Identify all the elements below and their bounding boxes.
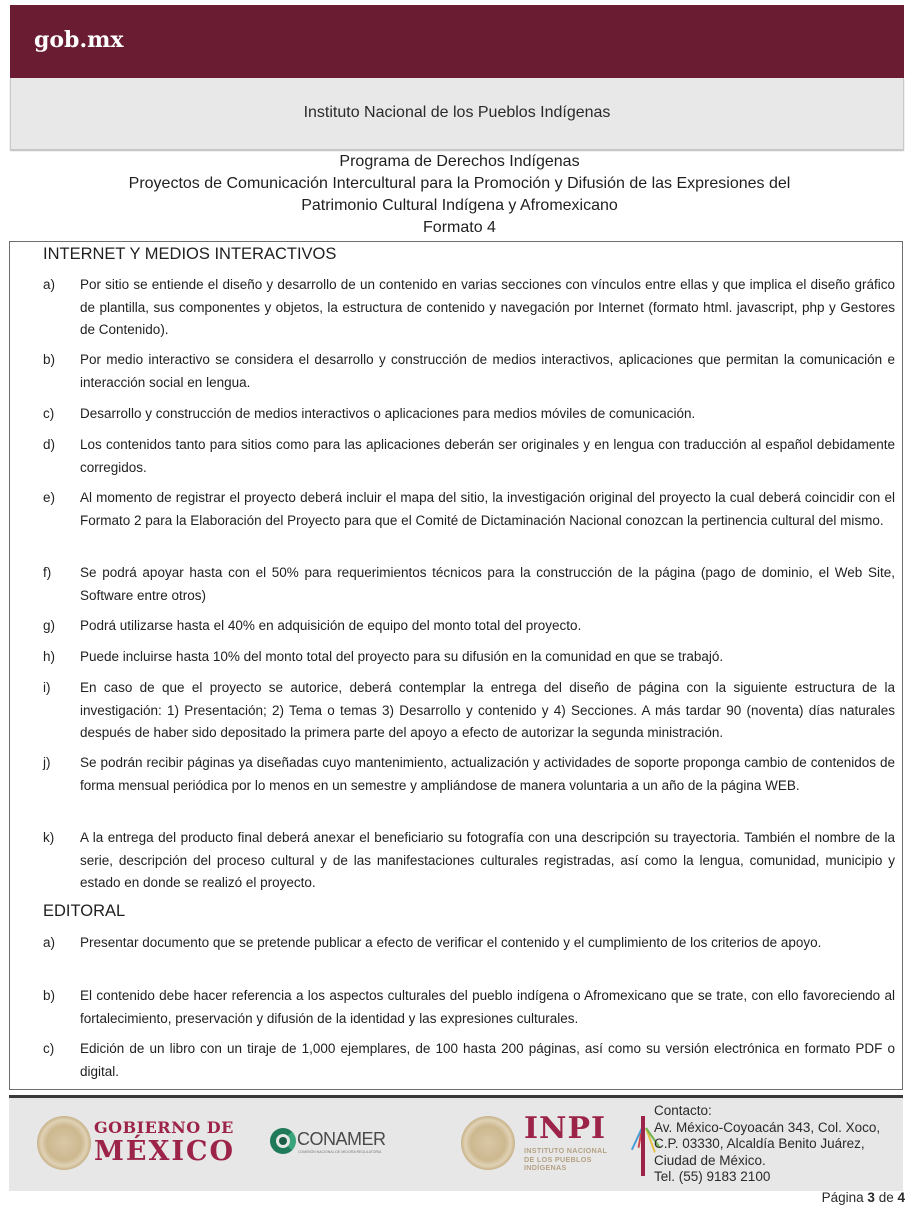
item-label: c) bbox=[43, 1041, 55, 1056]
item-text: Edición de un libro con un tiraje de 1,000 ejemplares, de 100 hasta 200 páginas, así como su versión electrónica en formato PDF o digital. bbox=[80, 1041, 895, 1079]
item-label: h) bbox=[43, 649, 56, 664]
item-label: k) bbox=[43, 830, 55, 845]
item-text: El contenido debe hacer referencia a los aspectos culturales del pueblo indígena o Afromexicano que se trate, con ello favoreciendo al fortalecimiento, preservación y difusión de la identidad y las expresiones culturales. bbox=[80, 988, 895, 1026]
project-title-line1: Proyectos de Comunicación Intercultural para la Promoción y Difusión de las Expresiones del bbox=[128, 175, 791, 192]
content-box bbox=[9, 241, 903, 1090]
item-label: c) bbox=[43, 406, 55, 421]
item-text: Por medio interactivo se considera el desarrollo y construcción de medios interactivos, aplicaciones que permitan la comunicación e interacción social en lengua. bbox=[80, 352, 895, 390]
contact-address-1: Av. México-Coyoacán 343, Col. Xoco, bbox=[654, 1119, 881, 1135]
item-text: Los contenidos tanto para sitios como para las aplicaciones deberán ser originales y en lengua con traducción al español debidamente corregidos. bbox=[80, 437, 895, 475]
item-text: Al momento de registrar el proyecto deberá incluir el mapa del sitio, la investigación original del proyecto la cual deberá coincidir con el Formato 2 para la Elaboración del Proyecto para que el Comité de Dictaminación Nacional conozcan la pertinencia cultural del mismo. bbox=[80, 490, 895, 528]
contact-address-2: C.P. 03330, Alcaldía Benito Juárez, bbox=[654, 1136, 865, 1151]
gob-mx-logo: gob.mx bbox=[34, 27, 124, 53]
item-text: Presentar documento que se pretende publicar a efecto de verificar el contenido y el cumplimiento de los criterios de apoyo. bbox=[80, 935, 822, 950]
item-label: j) bbox=[43, 755, 51, 770]
item-label: a) bbox=[43, 277, 56, 292]
item-label: b) bbox=[43, 988, 56, 1003]
gobierno-line2: MÉXICO bbox=[94, 1136, 236, 1167]
section-title-internet: INTERNET Y MEDIOS INTERACTIVOS bbox=[43, 245, 337, 263]
footer bbox=[9, 1098, 903, 1191]
mexico-seal-icon bbox=[461, 1116, 515, 1170]
project-title-line2: Patrimonio Cultural Indígena y Afromexicano bbox=[301, 197, 618, 214]
page-separator: de bbox=[878, 1190, 894, 1205]
conamer-subtitle: COMISIÓN NACIONAL DE MEJORA REGULATORIA bbox=[298, 1150, 382, 1154]
conamer-logo bbox=[270, 1128, 400, 1158]
inpi-sub3: INDÍGENAS bbox=[524, 1163, 567, 1172]
item-label: g) bbox=[43, 618, 56, 633]
contact-address-3: Ciudad de México. bbox=[654, 1152, 766, 1168]
item-text: Puede incluirse hasta 10% del monto total del proyecto para su difusión en la comunidad en que se trabajó. bbox=[80, 649, 724, 664]
inpi-logo bbox=[524, 1111, 608, 1173]
conamer-icon bbox=[270, 1128, 296, 1154]
item-text: Desarrollo y construcción de medios interactivos o aplicaciones para medios móviles de comunicación. bbox=[80, 406, 696, 421]
item-text: Se podrán recibir páginas ya diseñadas cuyo mantenimiento, actualización y actividades de soporte proponga cambio de contenidos de forma mensual periódica por lo menos en un semestre y ampliándose de manera voluntaria a un año de la página WEB. bbox=[80, 755, 895, 793]
item-label: i) bbox=[43, 680, 51, 695]
mexico-seal-icon bbox=[37, 1116, 91, 1170]
gob-header-bar bbox=[10, 5, 904, 78]
item-text: Por sitio se entiende el diseño y desarrollo de un contenido en varias secciones con vínculos entre ellas y que implica el diseño gráfico de plantilla, sus componentes y objetos, la estructura de contenido y navegación por Internet (formato html. javascript, php y Gestores de Contenido). bbox=[80, 277, 895, 337]
item-label: e) bbox=[43, 490, 56, 505]
item-label: b) bbox=[43, 352, 56, 367]
institute-title: Instituto Nacional de los Pueblos Indígenas bbox=[303, 104, 611, 121]
program-title: Programa de Derechos Indígenas bbox=[339, 153, 580, 170]
item-text: Podrá utilizarse hasta el 40% en adquisición de equipo del monto total del proyecto. bbox=[80, 618, 582, 633]
gobierno-line1: GOBIERNO DE bbox=[94, 1118, 234, 1137]
gobierno-de-mexico-logo bbox=[94, 1120, 235, 1165]
item-label: d) bbox=[43, 437, 56, 452]
page-number bbox=[822, 1190, 905, 1205]
item-text: En caso de que el proyecto se autorice, deberá contemplar la entrega del diseño de página con la siguiente estructura de la investigación: 1) Presentación; 2) Tema o temas 3) Desarrollo y contenido y 4) Secciones. A más tardar 90 (noventa) días naturales después de haber sido depositado la primera parte del apoyo a efecto de autorizar la segunda ministración. bbox=[80, 680, 895, 740]
inpi-sub1: INSTITUTO NACIONAL bbox=[524, 1146, 608, 1155]
item-text: Se podrá apoyar hasta con el 50% para requerimientos técnicos para la construcción de la página (pago de dominio, el Web Site, Software entre otros) bbox=[80, 565, 895, 603]
contact-phone: Tel. (55) 9183 2100 bbox=[654, 1169, 771, 1184]
conamer-name: CONAMER bbox=[297, 1129, 386, 1149]
format-label: Formato 4 bbox=[423, 219, 496, 236]
item-label: f) bbox=[43, 565, 52, 580]
item-text: A la entrega del producto final deberá anexar el beneficiario su fotografía con una descripción su trayectoria. También el nombre de la serie, descripción del proceso cultural y de las manifestaciones culturales registradas, así como la lengua, comunidad, municipio y estado en donde se realizó el proyecto. bbox=[80, 830, 895, 890]
section-title-editorial: EDITORAL bbox=[43, 902, 126, 920]
inpi-sub2: DE LOS PUEBLOS bbox=[524, 1154, 592, 1164]
page-prefix: Página bbox=[821, 1190, 864, 1205]
contact-title: Contacto: bbox=[654, 1103, 712, 1118]
contact-info bbox=[654, 1103, 880, 1186]
page-current: 3 bbox=[867, 1190, 875, 1205]
inpi-name: INPI bbox=[524, 1111, 607, 1146]
page-total: 4 bbox=[897, 1190, 905, 1205]
item-label: a) bbox=[43, 935, 56, 950]
institute-bar bbox=[10, 78, 904, 150]
